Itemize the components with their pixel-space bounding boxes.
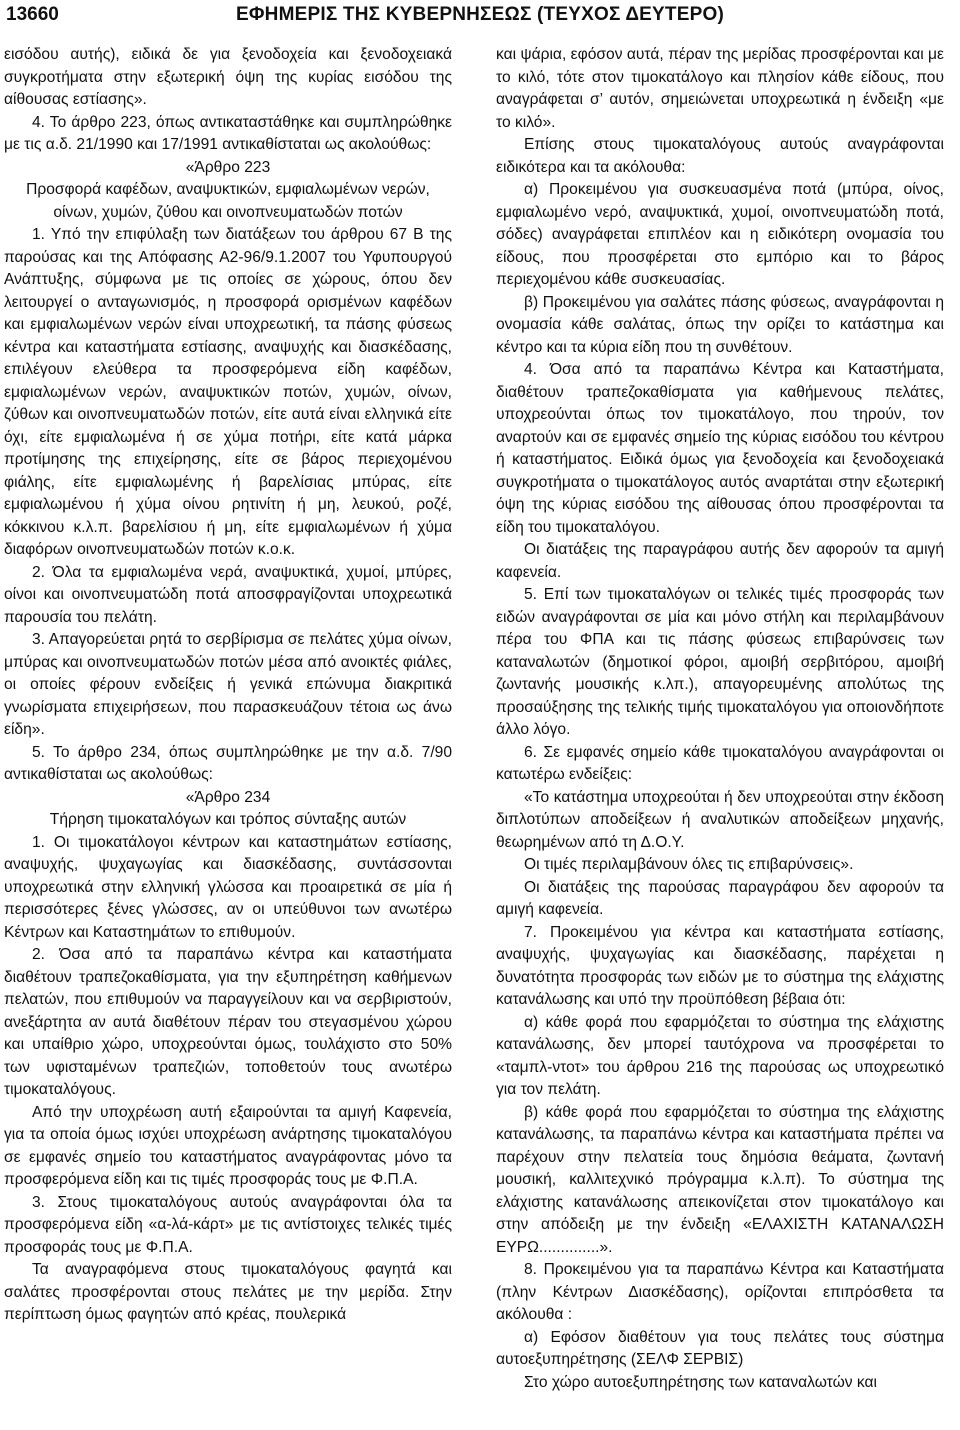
paragraph: 8. Προκειμένου για τα παραπάνω Κέντρα και Καταστήματα (πλην Κέντρων Διασκέδασης), ορίζονται επιπρόσθετα τα ακόλουθα : bbox=[496, 1261, 944, 1323]
paragraph: 5. Το άρθρο 234, όπως συμπληρώθηκε με την α.δ. 7/90 αντικαθίσταται ως ακολούθως: bbox=[4, 743, 452, 783]
paragraph: α) Προκειμένου για συσκευασμένα ποτά (μπύρα, οίνος, εμφιαλωμένο νερό, αναψυκτικά, χυμοί, οινοπνευματώδη ποτά, σόδες) αναγράφεται επιπλέον και η ειδικότερη ονομασία του είδους, που προσφέρεται στο εμπόριο και το βάρος περιεχομένου κάθε συσκευασίας. bbox=[496, 181, 944, 288]
paragraph: 3. Στους τιμοκαταλόγους αυτούς αναγράφονται όλα τα προσφερόμενα είδη «α-λά-κάρτ» με τις αντίστοιχες τελικές τιμές προσφοράς τους με Φ.Π.Α. bbox=[4, 1193, 452, 1256]
paragraph: Οι τιμές περιλαμβάνουν όλες τις επιβαρύνσεις». bbox=[524, 856, 854, 873]
right-column bbox=[496, 44, 944, 1394]
paragraph: 2. Όσα από τα παραπάνω κέντρα και καταστήματα διαθέτουν τραπεζοκαθίσματα, για την εξυπηρέτηση καθήμενων πελατών, που επιθυμούν να παραγγείλουν και να σερβιριστούν, ανεξάρτητα αν αυτά διαθέτουν πέραν του στεγασμένου χώρου και υπαίθριο χώρο, υποχρεούνται όμως, τουλάχιστο στο 50% των υφισταμένων τραπεζιών, τοποθετούν τους ανωτέρω τιμοκαταλόγους. bbox=[4, 946, 452, 1098]
paragraph: 5. Επί των τιμοκαταλόγων οι τελικές τιμές προσφοράς των ειδών αναγράφονται σε μία και μόνο στήλη και περιλαμβάνουν πέρα του ΦΠΑ και τις πάσης φύσεως επιβαρύνσεις των καταναλωτών (δημοτικοί φόροι, αμοιβή σερβιτόρου, αμοιβή ζωντανής μουσικής κ.λπ.), απαγορευμένης απολύτως της προσαύξησης της τελικής τιμής τιμοκαταλόγου για οποιονδήποτε άλλο λόγο. bbox=[496, 586, 944, 738]
paragraph: 6. Σε εμφανές σημείο κάθε τιμοκαταλόγου αναγράφονται οι κατωτέρω ενδείξεις: bbox=[496, 743, 944, 783]
paragraph: α) κάθε φορά που εφαρμόζεται το σύστημα της ελάχιστης κατανάλωσης, δεν μπορεί ταυτόχρονα να προσφέρεται το «ταμπλ-ντοτ» του άρθρου 216 της παρούσας ως υποχρεωτικό για τον πελάτη. bbox=[496, 1013, 944, 1098]
article-heading: «Άρθρο 234 bbox=[185, 788, 271, 806]
paragraph: Επίσης στους τιμοκαταλόγους αυτούς αναγράφονται ειδικότερα και τα ακόλουθα: bbox=[496, 136, 944, 176]
paragraph: Οι διατάξεις της παρούσας παραγράφου δεν αφορούν τα αμιγή καφενεία. bbox=[496, 878, 944, 918]
paragraph: 7. Προκειμένου για κέντρα και καταστήματα εστίασης, αναψυχής, ψυχαγωγίας και διασκέδασης, παρέχεται η δυνατότητα προσφοράς των ειδών με το σύστημα της ελάχιστης κατανάλωσης και υπό την προϋπόθεση βέβαια ότι: bbox=[496, 923, 944, 1008]
paragraph: 4. Όσα από τα παραπάνω Κέντρα και Καταστήματα, διαθέτουν τραπεζοκαθίσματα για καθήμενους πελάτες, υποχρεούνται όπως τον τιμοκατάλογο, που τηρούν, τον αναρτούν και σε εμφανές σημείο της κύριας εισόδου του κέντρου ή καταστήματος. Ειδικά όμως για ξενοδοχεία και ξενοδοχειακά συγκροτήματα ο τιμοκατάλογος αυτός αναρτάται στην εξωτερική όψη της κύριας εισόδου της αίθουσας όπου προσφέρονται τα είδη του τιμοκαταλόγου. bbox=[496, 361, 944, 536]
paragraph: α) Εφόσον διαθέτουν για τους πελάτες τους σύστημα αυτοεξυπηρέτησης (ΣΕΛΦ ΣΕΡΒΙΣ) bbox=[496, 1328, 944, 1368]
paragraph: Τα αναγραφόμενα στους τιμοκαταλόγους φαγητά και σαλάτες προσφέρονται στους πελάτες με την μερίδα. Στην περίπτωση όμως φαγητών από κρέας, πουλερικά bbox=[4, 1261, 452, 1323]
article-heading: Τήρηση τιμοκαταλόγων και τρόπος σύνταξης αυτών bbox=[49, 811, 407, 828]
paragraph: β) Προκειμένου για σαλάτες πάσης φύσεως, αναγράφονται η ονομασία κάθε σαλάτας, όπως την ορίζει το κατάστημα και κέντρο και τα κύρια είδη που τη συνθέτουν. bbox=[496, 293, 944, 356]
paragraph: 3. Απαγορεύεται ρητά το σερβίρισμα σε πελάτες χύμα οίνων, μπύρας και οινοπνευματωδών ποτών μέσα από ανοικτές φιάλες, οι οποίες φέρουν ενδείξεις ή γενικά επώνυμα διακριτικά γνωρίσματα επιχειρήσεων, που παρασκευάζουν τέτοια ως άνω είδη». bbox=[4, 631, 452, 738]
page-number: 13660 bbox=[6, 4, 59, 25]
paragraph: β) κάθε φορά που εφαρμόζεται το σύστημα της ελάχιστης κατανάλωσης, τα παραπάνω κέντρα και καταστήματα πρέπει να παρέχουν στην πελατεία τους δημόσια θεάματα, ζωντανή μουσική, καλλιτεχνικό πρόγραμμα κ.λ.π). Το σύστημα της ελάχιστης κατανάλωσης απεικονίζεται στον τιμοκατάλογο και στην απόδειξη με την ένδειξη «ΕΛΑΧΙΣΤΗ ΚΑΤΑΝΑΛΩΣΗ ΕΥΡΩ..............». bbox=[496, 1103, 944, 1256]
paragraph: «Το κατάστημα υποχρεούται ή δεν υποχρεούται στην έκδοση διπλοτύπων αποδείξεων ή αναλυτικών αποδείξεων μηχανής, θεωρημένων από τη Δ.Ο.Υ. bbox=[496, 788, 944, 851]
left-column bbox=[4, 44, 452, 1327]
paragraph: 2. Όλα τα εμφιαλωμένα νερά, αναψυκτικά, χυμοί, μπύρες, οίνοι και οινοπνευματώδη ποτά αποσφραγίζονται υποχρεωτικά παρουσία του πελάτη. bbox=[4, 563, 452, 626]
paragraph: εισόδου αυτής), ειδικά δε για ξενοδοχεία και ξενοδοχειακά συγκροτήματα στην εξωτερική όψη της κυρίας εισόδου της αίθουσας εστίασης». bbox=[4, 46, 452, 108]
paragraph: 1. Οι τιμοκατάλογοι κέντρων και καταστημάτων εστίασης, αναψυχής, ψυχαγωγίας και διασκέδασης, συντάσσονται υποχρεωτικά στην ελληνική γλώσσα και προαιρετικά σε μία ή περισσότερες ξένες γλώσσες, αν οι υπεύθυνοι των ανωτέρω Κέντρων και Καταστημάτων το επιθυμούν. bbox=[4, 833, 452, 941]
paragraph: Στο χώρο αυτοεξυπηρέτησης των καταναλωτών και bbox=[524, 1373, 877, 1391]
paragraph: Από την υποχρέωση αυτή εξαιρούνται τα αμιγή Καφενεία, για τα οποία όμως ισχύει υποχρέωση ανάρτησης τιμοκαταλόγου σε εμφανές σημείο του καταστήματος αναγράφοντας μόνο τα προσφερόμενα είδη και τις τιμές προσφοράς τους με Φ.Π.Α. bbox=[4, 1103, 452, 1188]
gazette-title: ΕΦΗΜΕΡΙΣ ΤΗΣ ΚΥΒΕΡΝΗΣΕΩΣ (ΤΕΥΧΟΣ ΔΕΥΤΕΡΟ) bbox=[236, 4, 724, 25]
article-heading: «Άρθρο 223 bbox=[185, 158, 271, 176]
article-heading: Προσφορά καφέδων, αναψυκτικών, εμφιαλωμένων νερών, οίνων, χυμών, ζύθου και οινοπνευματωδών ποτών bbox=[26, 181, 430, 221]
page-header bbox=[0, 0, 960, 40]
paragraph: και ψάρια, εφόσον αυτά, πέραν της μερίδας προσφέρονται και με το κιλό, τότε στον τιμοκατάλογο και πλησίον κάθε είδους, που αναγράφεται σ’ αυτόν, σημειώνεται υποχρεωτικά η ένδειξη «με το κιλό». bbox=[496, 46, 944, 131]
paragraph: 1. Υπό την επιφύλαξη των διατάξεων του άρθρου 67 Β της παρούσας και της Απόφασης Α2-96/9.1.2007 του Υφυπουργού Ανάπτυξης, σύμφωνα με τις οποίες σε χώρους, όπου δεν λειτουργεί ο ανταγωνισμός, η προσφορά ορισμένων καφέδων και εμφιαλωμένων νερών είναι υποχρεωτική, τα πάσης φύσεως κέντρα και καταστήματα εστίασης, αναψυχής και διασκέδασης, επιλέγουν ελεύθερα τα προσφερόμενα είδη καφέδων, εμφιαλωμένων νερών, αναψυκτικών ποτών, χυμών, οίνων, ζύθων και οινοπνευματωδών ποτών, είτε αυτά είναι ελληνικά είτε όχι, είτε εμφιαλωμένα ή σε χύμα ποτήρι, είτε κατά μάρκα προτίμησης της επιχείρησης, είτε σε βάρος περιεχομένου φιάλης, είτε εμφιαλωμένης ή βαρελίσιας μπύρας, είτε εμφιαλωμένου ή χύμα οίνου ρητινίτη ή μη, λευκού, ροζέ, κόκκινου κ.λ.π. βαρελίσιου ή μη, είτε εμφιαλωμένων ή χύμα διαφόρων οινοπνευματωδών ποτών κ.ο.κ. bbox=[4, 226, 452, 558]
paragraph: Οι διατάξεις της παραγράφου αυτής δεν αφορούν τα αμιγή καφενεία. bbox=[496, 541, 944, 581]
two-column-body bbox=[0, 44, 960, 1424]
paragraph: 4. Το άρθρο 223, όπως αντικαταστάθηκε και συμπληρώθηκε με τις α.δ. 21/1990 και 17/1991 αντικαθίσταται ως ακολούθως: bbox=[4, 113, 452, 153]
